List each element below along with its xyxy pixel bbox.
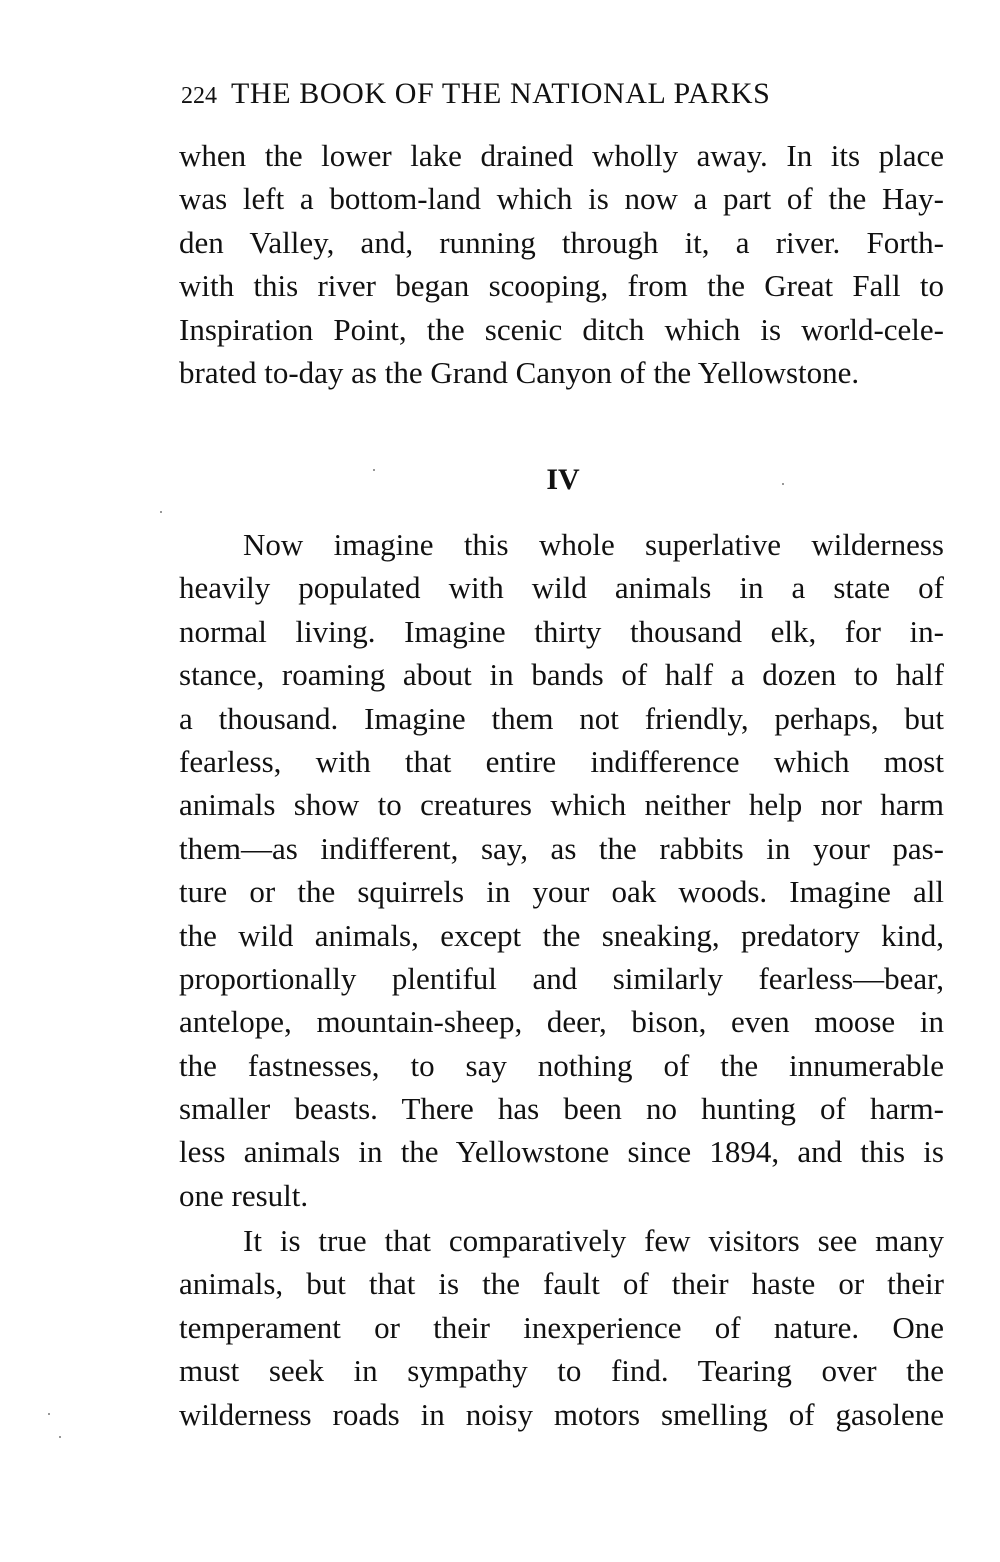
text-line: with this river began scooping, from the Great Fall to (179, 268, 944, 304)
text-line: ture or the squirrels in your oak woods. Imagine all (179, 874, 944, 910)
scan-speck (59, 1436, 61, 1438)
text-line: must seek in sympathy to find. Tearing over the (179, 1353, 944, 1389)
text-line: the wild animals, except the sneaking, predatory kind, (179, 917, 944, 953)
text-line: normal living. Imagine thirty thousand elk, for in- (179, 613, 944, 649)
text-line: a thousand. Imagine them not friendly, perhaps, but (179, 700, 944, 736)
text-line: Inspiration Point, the scenic ditch which is world-cele- (179, 311, 944, 347)
text-line: was left a bottom-land which is now a part of the Hay- (179, 181, 944, 217)
text-line: It is true that comparatively few visitors see many (243, 1223, 944, 1258)
text-line: when the lower lake drained wholly away. In its place (179, 138, 944, 173)
text-line: wilderness roads in noisy motors smelling of gasolene (179, 1396, 944, 1432)
text-line: heavily populated with wild animals in a state of (179, 570, 944, 606)
text-line: smaller beasts. There has been no hunting of harm- (179, 1091, 944, 1127)
page-number: 224 (181, 83, 217, 109)
scan-speck (48, 1413, 50, 1415)
text-line: animals, but that is the fault of their haste or their (179, 1266, 944, 1302)
section-heading: IV (546, 463, 580, 496)
text-line: Now imagine this whole superlative wilderness (243, 527, 944, 562)
paragraph-2 (179, 523, 944, 1217)
text-line: stance, roaming about in bands of half a dozen to half (179, 657, 944, 693)
text-line: animals show to creatures which neither help nor harm (179, 787, 944, 823)
scan-speck (782, 483, 784, 485)
text-line: one result. (179, 1177, 309, 1213)
paragraph-1 (179, 134, 944, 394)
text-line: them—as indifferent, say, as the rabbits in your pas- (179, 830, 944, 866)
scan-speck (373, 469, 375, 471)
text-line: antelope, mountain-sheep, deer, bison, even moose in (179, 1004, 944, 1040)
text-line: brated to-day as the Grand Canyon of the Yellowstone. (179, 354, 860, 390)
paragraph-3 (179, 1219, 944, 1436)
text-line: the fastnesses, to say nothing of the innumerable (179, 1047, 944, 1083)
text-line: less animals in the Yellowstone since 1894, and this is (179, 1134, 944, 1170)
text-line: den Valley, and, running through it, a river. Forth- (179, 224, 944, 260)
text-line: proportionally plentiful and similarly fearless—bear, (179, 960, 944, 996)
scan-speck (160, 511, 162, 513)
running-title: THE BOOK OF THE NATIONAL PARKS (231, 77, 771, 110)
text-line: temperament or their inexperience of nature. One (179, 1309, 944, 1345)
text-line: fearless, with that entire indifference which most (179, 743, 944, 779)
running-head (181, 74, 916, 114)
